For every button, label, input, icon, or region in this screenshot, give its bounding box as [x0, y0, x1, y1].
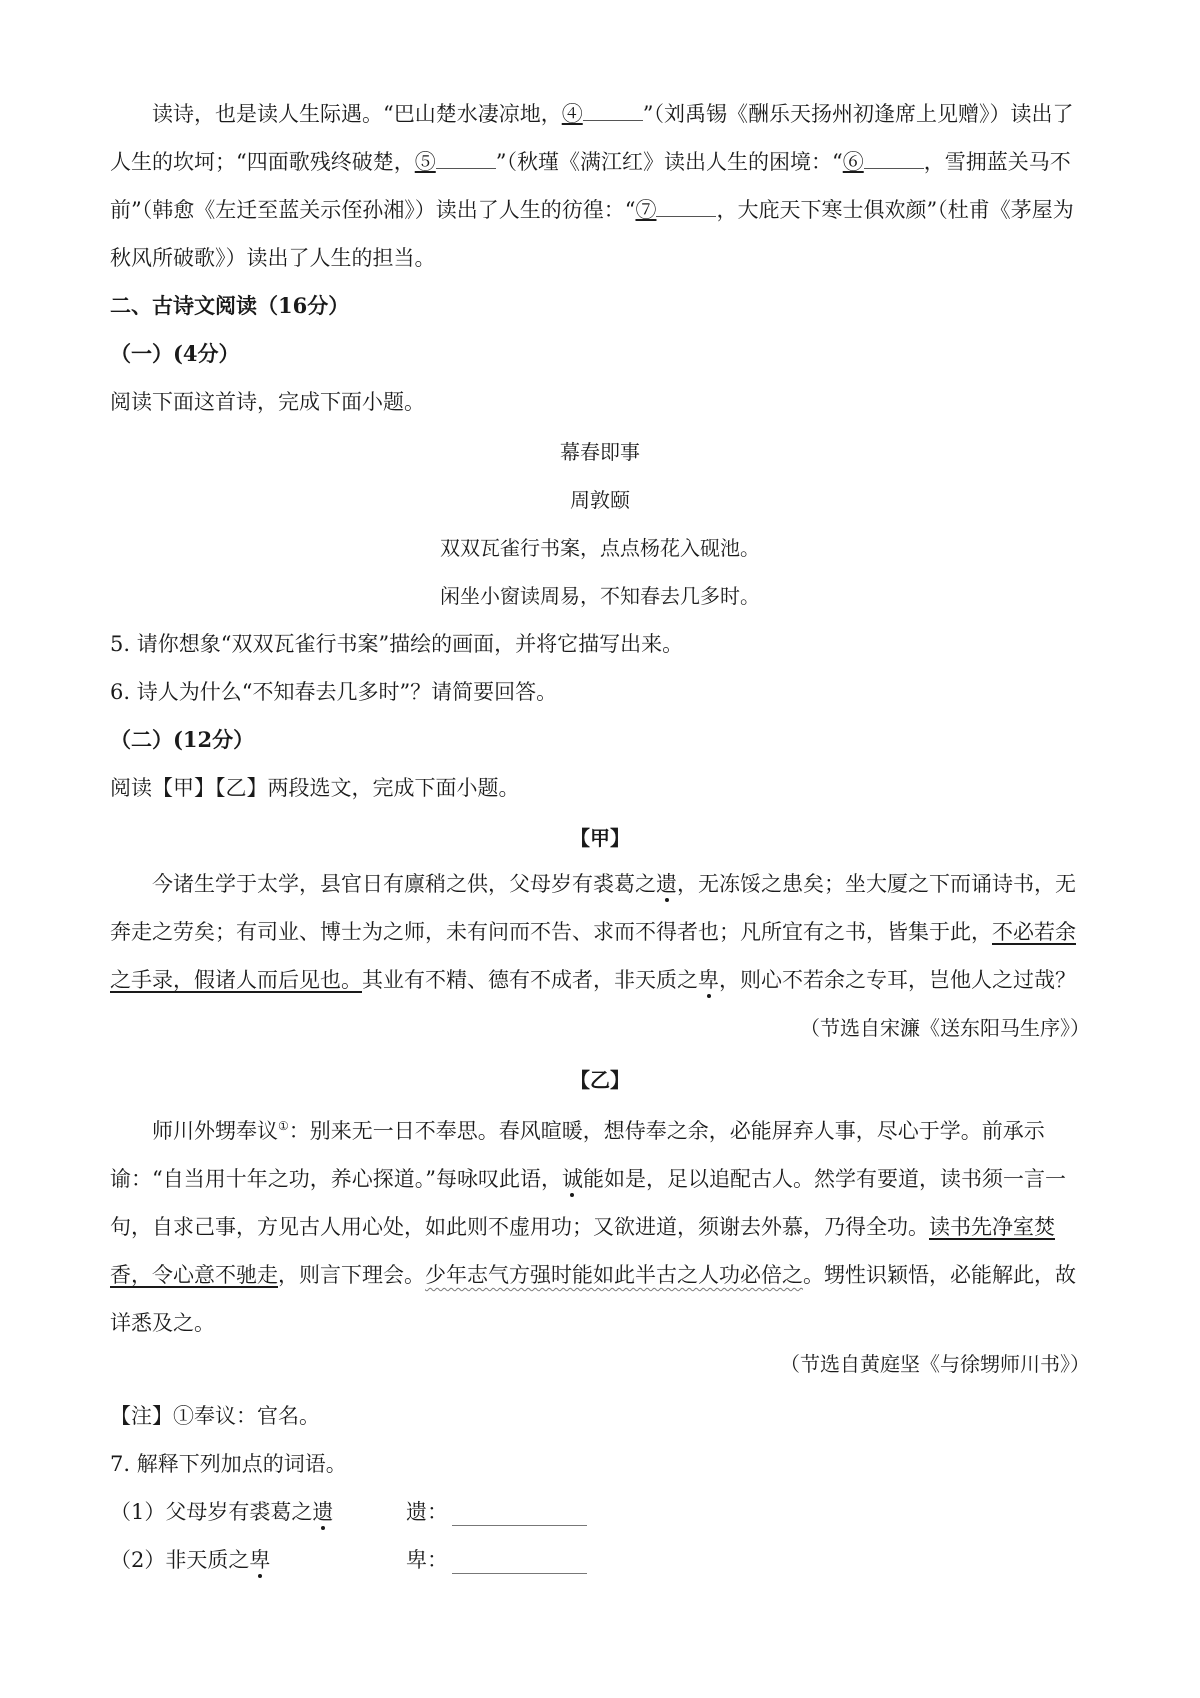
part2-title: （二）(12分） — [110, 727, 255, 752]
part1-intro: 阅读下面这首诗，完成下面小题。 — [110, 390, 425, 414]
yi-passage — [110, 1102, 1090, 1347]
text-segment: ”（刘禹锡《酬乐天扬州初逢席上见赠》）读出了人生的坎坷；“四面歌残终破楚， — [110, 102, 1074, 174]
part2-intro: 阅读【甲】【乙】两段选文，完成下面小题。 — [110, 776, 520, 800]
text-segment: ，无冻馁之患矣；坐大厦之下而诵诗书，无奔走之劳矣；有司业、博士为之师，未有问而不告、求而不得者也；凡所宜有之书，皆集于此， — [110, 872, 1076, 944]
blank-6-number: ⑥ — [842, 150, 864, 174]
text-segment: 其业有不精、德有不成者，非天质之 — [362, 968, 698, 992]
q7-item-2 — [110, 1544, 270, 1574]
poem-line-1: 双双瓦雀行书案，点点杨花入砚池。 — [440, 536, 760, 560]
question-5: 5. 请你想象“双双瓦雀行书案”描绘的画面，并将它描写出来。 — [110, 632, 684, 656]
footnote: 【注】①奉议：官名。 — [110, 1404, 320, 1428]
dotted-word-bei: 卑 — [698, 968, 719, 992]
blank-5[interactable] — [436, 168, 496, 169]
answer-line-2[interactable] — [452, 1572, 587, 1574]
question-7: 7. 解释下列加点的词语。 — [110, 1452, 347, 1476]
poem-line-2: 闲坐小窗读周易，不知春去几多时。 — [440, 584, 760, 608]
poem-author: 周敦颐 — [570, 488, 630, 512]
text-segment: （2）非天质之 — [110, 1548, 250, 1572]
text-segment: ，则心不若余之专耳，岂他人之过哉？ — [719, 968, 1076, 992]
text-segment: 师川外甥奉议 — [152, 1119, 278, 1143]
jia-label: 【甲】 — [570, 826, 630, 850]
underlined-sentence: 不必若余之手录，假诸人而后见也。 — [110, 920, 1076, 992]
blank-5-number: ⑤ — [414, 150, 436, 174]
section-title: 二、古诗文阅读（16分） — [110, 293, 350, 318]
answer-line-1[interactable] — [452, 1524, 587, 1526]
part1-title: （一）(4分） — [110, 341, 240, 366]
text-segment: （1）父母岁有裘葛之 — [110, 1500, 313, 1524]
blank-4-number: ④ — [561, 102, 583, 126]
jia-passage — [110, 860, 1090, 1004]
text-segment: 能如是，足以追配古人。然学有要道，读书须一言一句，自求己事，方见古人用心处，如此则不虚用功；又欲进道，须谢去外慕，乃得全功。 — [110, 1167, 1066, 1239]
text-segment: 。甥性识颖悟，必能解此，故详悉及之。 — [110, 1263, 1076, 1335]
text-segment: ，则言下理会。 — [278, 1263, 425, 1287]
blank-7-number: ⑦ — [635, 198, 657, 222]
text-segment: ，雪拥蓝关马不前”（韩愈《左迁至蓝关示侄孙湘》）读出了人生的彷徨：“ — [110, 150, 1071, 222]
yi-label: 【乙】 — [570, 1068, 630, 1092]
q7-item-1 — [110, 1496, 333, 1526]
jia-source: （节选自宋濂《送东阳马生序》） — [800, 1016, 1090, 1040]
dotted-word-yi: 遗 — [312, 1500, 334, 1524]
text-segment: 读诗，也是读人生际遇。“巴山楚水凄凉地， — [152, 102, 562, 126]
blank-7[interactable] — [656, 216, 716, 217]
footnote-marker: ① — [278, 1119, 289, 1133]
wavy-underlined-sentence: 少年志气方强时能如此半古之人功必倍之 — [425, 1263, 803, 1287]
dotted-word-yi: 遗 — [656, 872, 677, 896]
text-segment: 今诸生学于太学，县官日有廪稍之供，父母岁有裘葛之 — [152, 872, 656, 896]
fill-in-paragraph — [110, 90, 1090, 282]
question-6: 6. 诗人为什么“不知春去几多时”？请简要回答。 — [110, 680, 558, 704]
q7-item-2-key: 卑： — [406, 1548, 448, 1572]
text-segment: ：别来无一日不奉思。春风暄暖，想侍奉之余，必能屏弃人事，尽心于学。前承示谕：“自当用十年之功，养心探道。”每咏叹此语， — [110, 1119, 1045, 1191]
underlined-sentence: 读书先净室焚香，令心意不驰走 — [110, 1215, 1055, 1287]
yi-source: （节选自黄庭坚《与徐甥师川书》） — [780, 1352, 1090, 1376]
blank-6[interactable] — [864, 168, 924, 169]
text-segment: ”（秋瑾《满江红》读出人生的困境：“ — [495, 150, 843, 174]
text-segment: ，大庇天下寒士俱欢颜”（杜甫《茅屋为秋风所破歌》）读出了人生的担当。 — [110, 198, 1074, 270]
blank-4[interactable] — [583, 120, 643, 121]
poem-title: 幕春即事 — [560, 440, 640, 464]
dotted-word-bei: 卑 — [249, 1548, 271, 1572]
q7-item-1-key: 遗： — [406, 1500, 448, 1524]
dotted-word-cheng: 诚 — [561, 1167, 583, 1191]
